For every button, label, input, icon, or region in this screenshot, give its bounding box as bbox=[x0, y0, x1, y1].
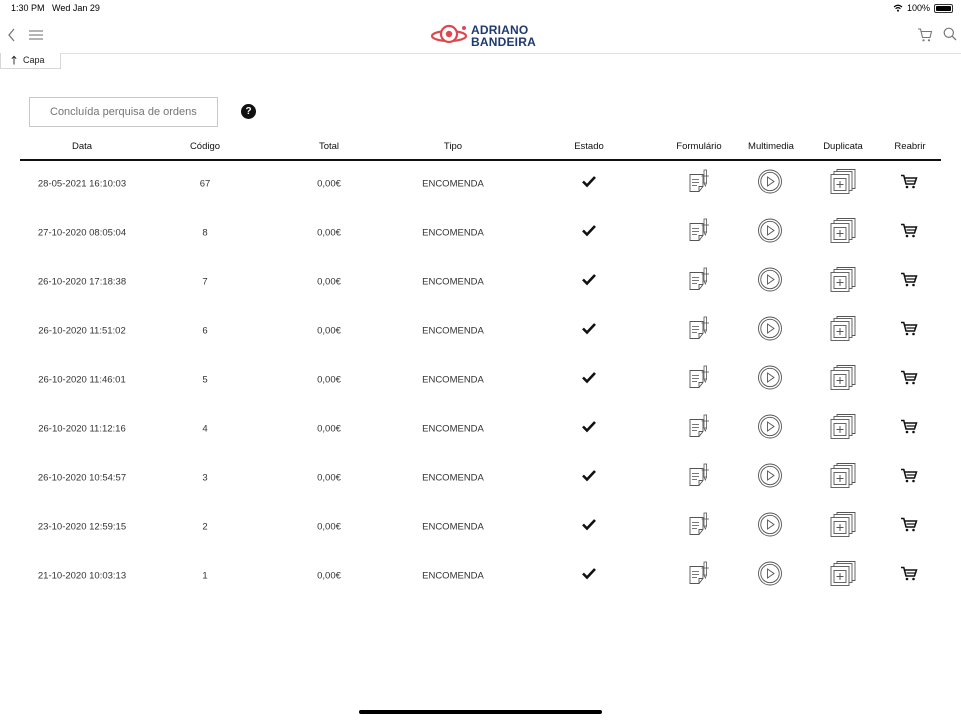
header-reabrir: Reabrir bbox=[894, 141, 926, 152]
reopen-cart-icon[interactable] bbox=[900, 222, 918, 243]
chevron-left-icon[interactable] bbox=[6, 28, 18, 42]
battery-percent: 100% bbox=[906, 3, 930, 13]
logo-line1: ADRIANO bbox=[471, 23, 529, 37]
form-icon[interactable] bbox=[688, 315, 710, 346]
table-row bbox=[0, 551, 961, 600]
cell-codigo: 8 bbox=[202, 227, 208, 238]
cell-tipo: ENCOMENDA bbox=[422, 423, 484, 434]
duplicate-icon[interactable] bbox=[829, 314, 857, 347]
check-icon bbox=[581, 174, 597, 193]
form-icon[interactable] bbox=[688, 462, 710, 493]
header-formulario: Formulário bbox=[676, 141, 722, 152]
duplicate-icon[interactable] bbox=[829, 265, 857, 298]
header-codigo: Código bbox=[189, 141, 221, 152]
play-icon[interactable] bbox=[757, 168, 783, 199]
form-icon[interactable] bbox=[688, 168, 710, 199]
cell-codigo: 6 bbox=[202, 325, 208, 336]
duplicate-icon[interactable] bbox=[829, 167, 857, 200]
table-row bbox=[0, 502, 961, 551]
reopen-cart-icon[interactable] bbox=[900, 271, 918, 292]
reopen-cart-icon[interactable] bbox=[900, 565, 918, 586]
logo-line2: BANDEIRA bbox=[471, 35, 536, 49]
hamburger-icon[interactable] bbox=[28, 29, 44, 41]
cell-tipo: ENCOMENDA bbox=[422, 227, 484, 238]
search-icon[interactable] bbox=[943, 27, 957, 41]
cell-data: 26-10-2020 17:18:38 bbox=[37, 276, 127, 287]
cell-total: 0,00€ bbox=[317, 570, 341, 581]
cell-data: 26-10-2020 11:51:02 bbox=[38, 325, 126, 336]
header-duplicata: Duplicata bbox=[823, 141, 863, 152]
cell-codigo: 3 bbox=[202, 472, 208, 483]
play-icon[interactable] bbox=[757, 560, 783, 591]
reopen-cart-icon[interactable] bbox=[900, 418, 918, 439]
header-multimedia: Multimedia bbox=[748, 141, 794, 152]
play-icon[interactable] bbox=[757, 217, 783, 248]
cell-data: 26-10-2020 11:46:01 bbox=[38, 374, 126, 385]
cell-data: 26-10-2020 11:12:16 bbox=[38, 423, 126, 434]
play-icon[interactable] bbox=[757, 462, 783, 493]
cell-total: 0,00€ bbox=[317, 178, 341, 189]
play-icon[interactable] bbox=[757, 266, 783, 297]
table-row bbox=[0, 208, 961, 257]
header-estado: Estado bbox=[574, 141, 604, 152]
play-icon[interactable] bbox=[757, 511, 783, 542]
wifi-icon bbox=[893, 4, 903, 12]
table-row bbox=[0, 257, 961, 306]
cell-data: 26-10-2020 10:54:57 bbox=[37, 472, 127, 483]
cell-codigo: 5 bbox=[202, 374, 208, 385]
cell-data: 27-10-2020 08:05:04 bbox=[37, 227, 127, 238]
cell-data: 28-05-2021 16:10:03 bbox=[37, 178, 127, 189]
cell-codigo: 1 bbox=[202, 570, 208, 581]
logo-mark-icon bbox=[430, 22, 468, 50]
reopen-cart-icon[interactable] bbox=[900, 369, 918, 390]
cell-total: 0,00€ bbox=[317, 374, 341, 385]
cell-total: 0,00€ bbox=[317, 423, 341, 434]
duplicate-icon[interactable] bbox=[829, 412, 857, 445]
home-indicator[interactable] bbox=[359, 710, 602, 714]
table-row bbox=[0, 306, 961, 355]
cell-tipo: ENCOMENDA bbox=[422, 521, 484, 532]
search-orders-input[interactable] bbox=[29, 97, 218, 127]
cell-tipo: ENCOMENDA bbox=[422, 325, 484, 336]
status-time-value: 1:30 PM bbox=[11, 3, 45, 13]
cell-data: 21-10-2020 10:03:13 bbox=[37, 570, 127, 581]
table-header bbox=[20, 138, 941, 161]
capa-tab[interactable] bbox=[0, 53, 61, 69]
cell-tipo: ENCOMENDA bbox=[422, 472, 484, 483]
capa-label: Capa bbox=[23, 55, 45, 65]
check-icon bbox=[581, 223, 597, 242]
cell-tipo: ENCOMENDA bbox=[422, 570, 484, 581]
check-icon bbox=[581, 370, 597, 389]
cell-total: 0,00€ bbox=[317, 472, 341, 483]
reopen-cart-icon[interactable] bbox=[900, 173, 918, 194]
check-icon bbox=[581, 419, 597, 438]
table-row bbox=[0, 159, 961, 208]
duplicate-icon[interactable] bbox=[829, 216, 857, 249]
arrow-up-icon bbox=[10, 55, 18, 65]
cell-total: 0,00€ bbox=[317, 276, 341, 287]
header-total: Total bbox=[318, 141, 340, 152]
status-date-value: Wed Jan 29 bbox=[52, 3, 100, 13]
play-icon[interactable] bbox=[757, 364, 783, 395]
cell-total: 0,00€ bbox=[317, 227, 341, 238]
cell-total: 0,00€ bbox=[317, 325, 341, 336]
cell-codigo: 67 bbox=[199, 178, 211, 189]
play-icon[interactable] bbox=[757, 413, 783, 444]
check-icon bbox=[581, 321, 597, 340]
reopen-cart-icon[interactable] bbox=[900, 516, 918, 537]
form-icon[interactable] bbox=[688, 413, 710, 444]
duplicate-icon[interactable] bbox=[829, 559, 857, 592]
form-icon[interactable] bbox=[688, 364, 710, 395]
check-icon bbox=[581, 517, 597, 536]
duplicate-icon[interactable] bbox=[829, 510, 857, 543]
header-tipo: Tipo bbox=[443, 141, 463, 152]
cell-total: 0,00€ bbox=[317, 521, 341, 532]
check-icon bbox=[581, 468, 597, 487]
form-icon[interactable] bbox=[688, 560, 710, 591]
reopen-cart-icon[interactable] bbox=[900, 467, 918, 488]
cell-tipo: ENCOMENDA bbox=[422, 178, 484, 189]
play-icon[interactable] bbox=[757, 315, 783, 346]
table-row bbox=[0, 355, 961, 404]
cell-tipo: ENCOMENDA bbox=[422, 374, 484, 385]
duplicate-icon[interactable] bbox=[829, 363, 857, 396]
battery-icon bbox=[934, 4, 953, 13]
form-icon[interactable] bbox=[688, 511, 710, 542]
brand-logo[interactable] bbox=[430, 22, 540, 50]
cell-tipo: ENCOMENDA bbox=[422, 276, 484, 287]
status-time bbox=[11, 3, 100, 13]
cell-codigo: 2 bbox=[202, 521, 208, 532]
cell-codigo: 7 bbox=[202, 276, 208, 287]
top-nav-bar bbox=[0, 20, 961, 54]
table-row bbox=[0, 404, 961, 453]
reopen-cart-icon[interactable] bbox=[900, 320, 918, 341]
help-icon[interactable]: ? bbox=[241, 104, 256, 119]
status-bar bbox=[0, 0, 961, 16]
form-icon[interactable] bbox=[688, 217, 710, 248]
check-icon bbox=[581, 272, 597, 291]
table-row bbox=[0, 453, 961, 502]
cell-codigo: 4 bbox=[202, 423, 208, 434]
check-icon bbox=[581, 566, 597, 585]
header-data: Data bbox=[71, 141, 93, 152]
cell-data: 23-10-2020 12:59:15 bbox=[37, 521, 127, 532]
cart-icon[interactable] bbox=[917, 27, 933, 43]
form-icon[interactable] bbox=[688, 266, 710, 297]
status-right bbox=[893, 3, 953, 13]
duplicate-icon[interactable] bbox=[829, 461, 857, 494]
